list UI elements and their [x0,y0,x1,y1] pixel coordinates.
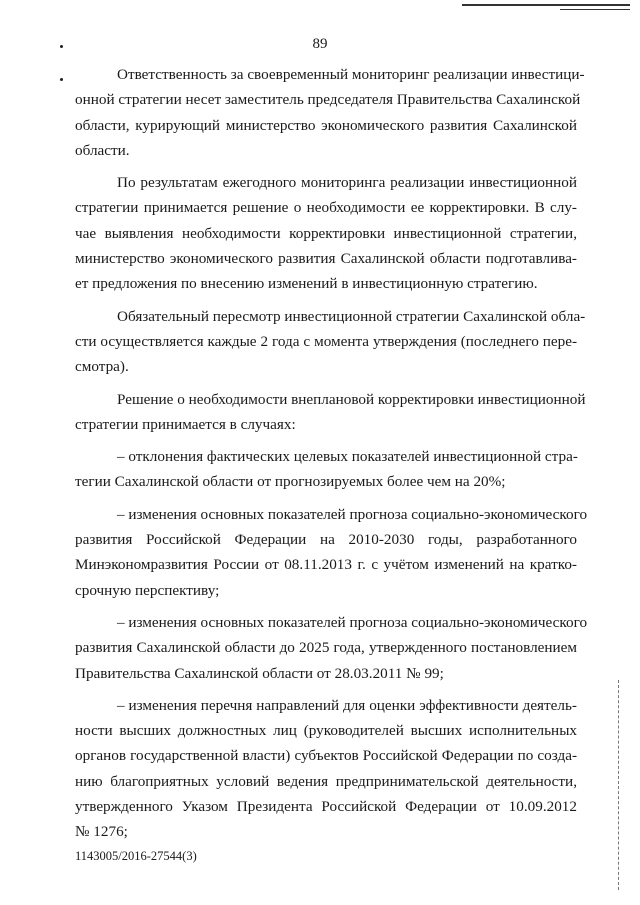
text-line: утвержденного Указом Президента Российской Федерации от 10.09.2012 [75,798,577,816]
text-line: органов государственной власти) субъектов Российской Федерации по созда- [75,747,577,765]
text-line: развития Сахалинской области до 2025 года, утвержденного постановлением [75,639,577,657]
text-line: сти осуществляется каждые 2 года с момента утверждения (последнего пере- [75,332,577,350]
list-item-sakhalin-forecast [75,610,588,686]
text-line: ет предложения по внесению изменений в инвестиционную стратегию. [75,275,538,293]
text-line: Ответственность за своевременный мониторинг реализации инвестици- [117,66,585,83]
paragraph-unscheduled-adjustment [75,387,586,438]
text-line: стратегии принимается в случаях: [75,415,296,433]
scan-mark [60,78,63,81]
text-line: министерство экономического развития Сахалинской области подготавлива- [75,250,577,268]
list-item-rf-forecast [75,502,588,603]
text-line: – изменения основных показателей прогноза социально-экономического [117,613,588,631]
document-body [75,62,588,852]
text-line: чае выявления необходимости корректировки инвестиционной стратегии, [75,224,577,242]
top-scan-rule-short [560,9,630,10]
text-line: – изменения основных показателей прогноза социально-экономического [117,505,588,523]
text-line: – изменения перечня направлений для оценки эффективности деятель- [117,696,577,714]
text-line: смотра). [75,358,129,376]
text-line: ности высших должностных лиц (руководителей высших исполнительных [75,722,577,740]
text-line: По результатам ежегодного мониторинга реализации инвестиционной [117,174,577,192]
text-line: срочную перспективу; [75,581,220,599]
list-item-evaluation-directions [75,693,577,845]
paragraph-mandatory-review [75,304,586,380]
top-scan-rule [462,4,630,6]
text-line: Правительства Сахалинской области от 28.03.2011 № 99; [75,664,444,682]
page-number: 89 [312,36,328,52]
text-line: Минэкономразвития России от 08.11.2013 г. с учётом изменений на кратко- [75,556,577,574]
scan-edge-mark [618,680,619,890]
text-line: области, курирующий министерство экономического развития Сахалинской [75,116,577,134]
text-line: нию благоприятных условий ведения предпринимательской деятельности, [75,772,577,790]
text-line: Решение о необходимости внеплановой корректировки инвестиционной [117,390,586,408]
text-line: области. [75,141,130,159]
text-line: онной стратегии несет заместитель председателя Правительства Сахалинской [75,91,581,109]
paragraph-annual-monitoring [75,170,577,296]
text-line: стратегии принимается решение о необходимости ее корректировки. В слу- [75,199,577,217]
text-line: – отклонения фактических целевых показателей инвестиционной стра- [117,448,578,466]
text-line: тегии Сахалинской области от прогнозируемых более чем на 20%; [75,473,506,491]
text-line: Обязательный пересмотр инвестиционной стратегии Сахалинской обла- [117,307,586,325]
document-registration-code: 1143005/2016-27544(3) [75,849,197,863]
list-item-deviation [75,444,577,495]
text-line: развития Российской Федерации на 2010-2030 годы, разработанного [75,531,577,549]
paragraph-responsibility [75,62,585,163]
text-line: № 1276; [75,823,128,841]
